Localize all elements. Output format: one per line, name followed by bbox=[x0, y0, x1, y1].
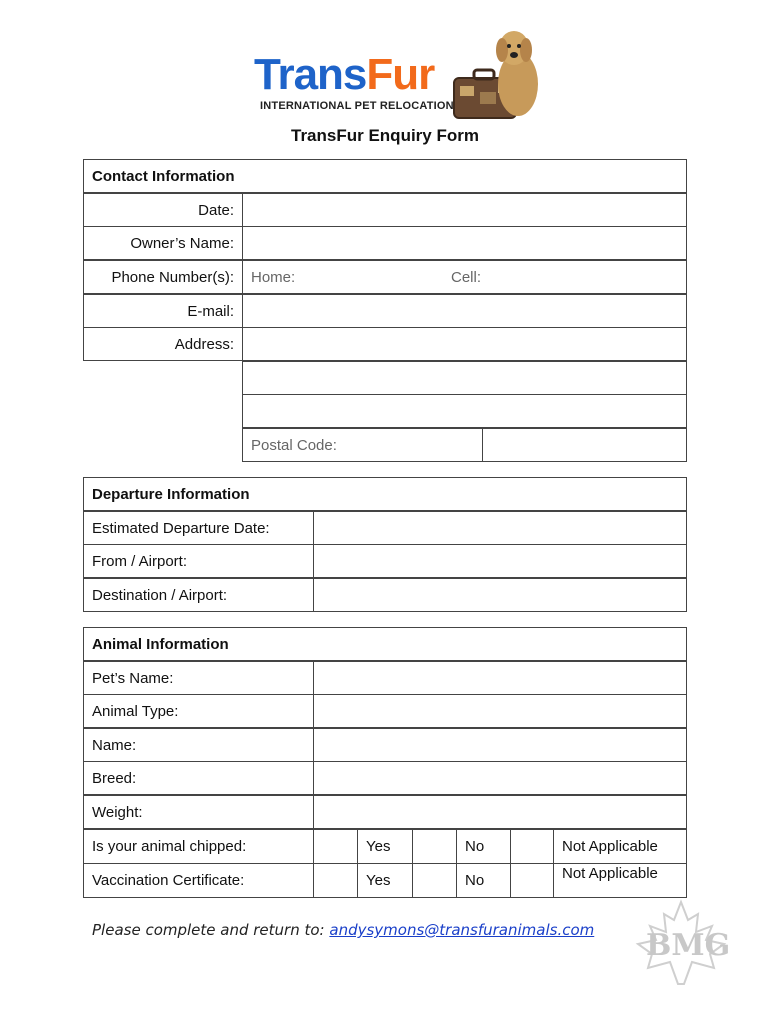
vaccination-na-checkbox[interactable] bbox=[510, 863, 554, 898]
chipped-na-checkbox[interactable] bbox=[510, 829, 554, 864]
bmg-watermark-text: BMG bbox=[646, 928, 731, 963]
phone-field[interactable] bbox=[242, 260, 687, 294]
animal-type-field[interactable] bbox=[313, 694, 687, 728]
chipped-na-label: Not Applicable bbox=[553, 829, 687, 864]
bmg-watermark bbox=[626, 898, 736, 990]
name-field[interactable] bbox=[313, 728, 687, 762]
vaccination-no-checkbox[interactable] bbox=[412, 863, 457, 898]
chipped-no-label: No bbox=[456, 829, 511, 864]
postal-code-field[interactable]: Postal Code: bbox=[242, 428, 483, 462]
phone-label: Phone Number(s): bbox=[83, 260, 243, 294]
date-label: Date: bbox=[83, 193, 243, 227]
chipped-no-checkbox[interactable] bbox=[412, 829, 457, 864]
logo-tagline: INTERNATIONAL PET RELOCATION bbox=[260, 100, 454, 112]
postal-code-extra[interactable] bbox=[482, 428, 687, 462]
chipped-label: Is your animal chipped: bbox=[83, 829, 314, 864]
pet-name-field[interactable] bbox=[313, 661, 687, 695]
animal-type-label: Animal Type: bbox=[83, 694, 314, 728]
owner-name-label: Owner’s Name: bbox=[83, 226, 243, 260]
from-airport-field[interactable] bbox=[313, 544, 687, 578]
email-label: E-mail: bbox=[83, 294, 243, 328]
chipped-yes-label: Yes bbox=[357, 829, 413, 864]
weight-field[interactable] bbox=[313, 795, 687, 829]
vaccination-label: Vaccination Certificate: bbox=[83, 863, 314, 898]
footer-text: Please complete and return to: bbox=[92, 921, 330, 939]
destination-airport-field[interactable] bbox=[313, 578, 687, 612]
animal-heading: Animal Information bbox=[83, 627, 687, 661]
vaccination-yes-checkbox[interactable] bbox=[313, 863, 358, 898]
cell-phone-label: Cell: bbox=[451, 268, 482, 286]
breed-field[interactable] bbox=[313, 761, 687, 795]
date-field[interactable] bbox=[242, 193, 687, 227]
breed-label: Breed: bbox=[83, 761, 314, 795]
chipped-yes-checkbox[interactable] bbox=[313, 829, 358, 864]
form-title: TransFur Enquiry Form bbox=[291, 126, 479, 145]
address-label: Address: bbox=[83, 327, 243, 361]
address-field-1[interactable] bbox=[242, 327, 687, 361]
address-field-2[interactable] bbox=[242, 361, 687, 395]
departure-heading: Departure Information bbox=[83, 477, 687, 511]
pet-name-label: Pet’s Name: bbox=[83, 661, 314, 695]
destination-airport-label: Destination / Airport: bbox=[83, 578, 314, 612]
email-field[interactable] bbox=[242, 294, 687, 328]
address-field-3[interactable] bbox=[242, 394, 687, 428]
footer-note bbox=[92, 921, 594, 939]
logo-wordmark bbox=[254, 50, 434, 100]
logo-fur: Fur bbox=[366, 50, 435, 99]
vaccination-yes-label: Yes bbox=[357, 863, 413, 898]
contact-email-link[interactable]: andysymons@transfuranimals.com bbox=[329, 921, 595, 939]
logo bbox=[252, 28, 552, 120]
home-phone-label: Home: bbox=[251, 268, 296, 286]
from-airport-label: From / Airport: bbox=[83, 544, 314, 578]
owner-name-field[interactable] bbox=[242, 226, 687, 260]
dog-suitcase-icon bbox=[448, 28, 548, 120]
logo-trans: Trans bbox=[254, 50, 367, 99]
contact-heading: Contact Information bbox=[83, 159, 687, 193]
name-label: Name: bbox=[83, 728, 314, 762]
weight-label: Weight: bbox=[83, 795, 314, 829]
departure-date-field[interactable] bbox=[313, 511, 687, 545]
departure-date-label: Estimated Departure Date: bbox=[83, 511, 314, 545]
vaccination-na-label: Not Applicable bbox=[553, 863, 687, 898]
vaccination-no-label: No bbox=[456, 863, 511, 898]
